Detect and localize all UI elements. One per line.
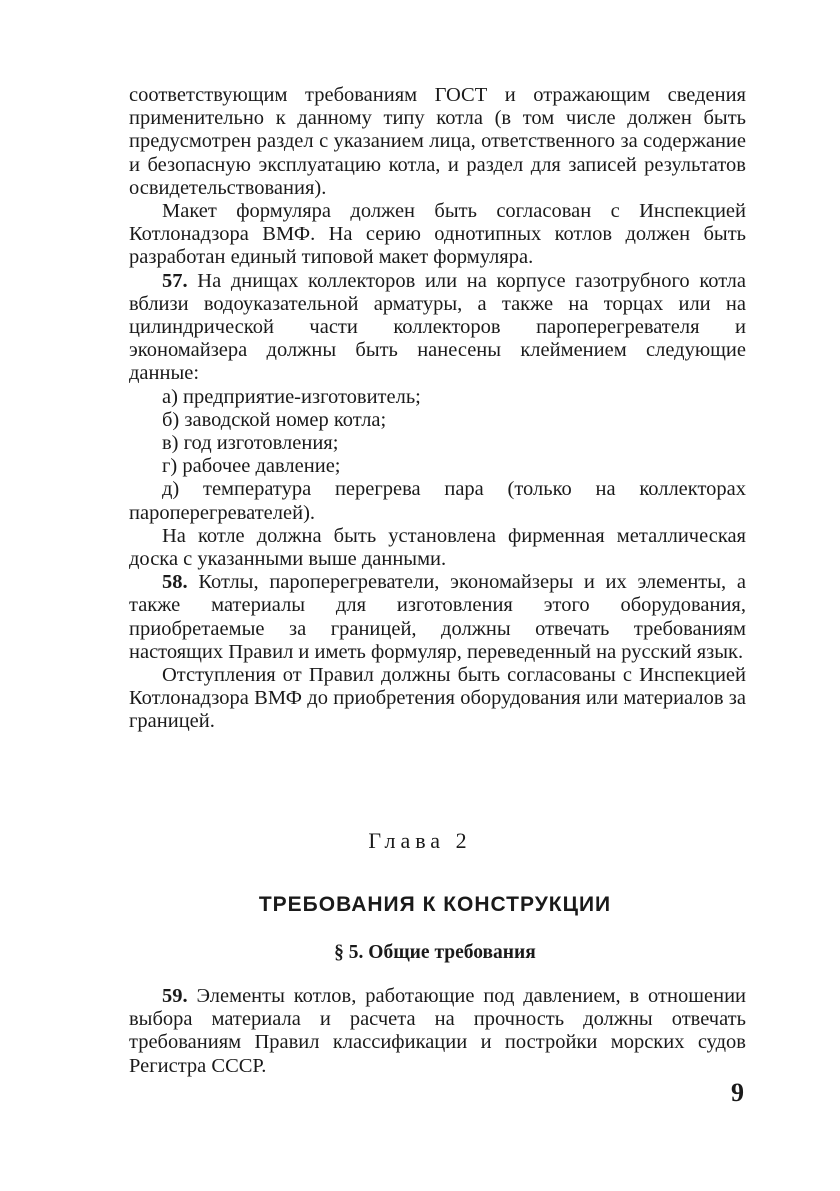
list-item: г) рабочее давление; bbox=[162, 455, 341, 478]
list-item: а) предприятие-изготовитель; bbox=[162, 385, 421, 408]
item-59-text: Элементы котлов, работающие под давлением, в отношении выбора материала и расчета на прочность должны отвечать требованиям Правил классификации и постройки морских судов Регистра СССР. bbox=[129, 985, 747, 1077]
plate-paragraph: На котле должна быть установлена фирменная металлическая доска с указанными выше данными. bbox=[129, 524, 746, 571]
subsection-title: § 5. Общие требования bbox=[334, 942, 536, 963]
item-58-number: 58. bbox=[162, 571, 188, 594]
item-57-text: На днищах коллекторов или на корпусе газотрубного котла вблизи водоуказательной арматуры, а также на торцах или на цилиндрической части коллекторов пароперегревателя и экономайзера должны быть нанесены клеймением следующие данные: bbox=[129, 269, 747, 385]
section-title: ТРЕБОВАНИЯ К КОНСТРУКЦИИ bbox=[258, 893, 612, 916]
list-item: б) заводской номер котла; bbox=[162, 408, 387, 431]
maket-paragraph: Макет формуляра должен быть согласован с Инспекцией Котлонадзора ВМФ. На серию однотипных котлов должен быть разработан единый типовой макет формуляра. bbox=[129, 200, 746, 269]
item-58-paragraph bbox=[129, 571, 746, 664]
upper-text-block bbox=[129, 84, 746, 734]
list-item: в) год изготовления; bbox=[162, 432, 339, 455]
item-57-paragraph bbox=[129, 270, 746, 386]
intro-paragraph: соответствующим требованиям ГОСТ и отражающим сведения применительно к данному типу котла (в том числе должен быть предусмотрен раздел с указанием лица, ответственного за содержание и безопасную эксплуатацию котла, и раздел для записей результатов освидетельствования). bbox=[129, 84, 746, 199]
list-item-last: д) температура перегрева пара (только на коллекторах пароперегревателей). bbox=[129, 478, 746, 524]
lower-text-block bbox=[129, 985, 746, 1078]
item-57-number: 57. bbox=[162, 269, 188, 292]
item-59-number: 59. bbox=[162, 985, 188, 1007]
item-58-text: Котлы, пароперегреватели, экономайзеры и их элементы, а также материалы для изготовления этого оборудования, приобретаемые за границей, должны отвечать требованиям настоящих Правил и иметь формуляр, переведенный на русский язык. bbox=[129, 571, 747, 663]
chapter-label: Глава 2 bbox=[368, 828, 472, 853]
page-number: 9 bbox=[731, 1078, 744, 1107]
item-59-paragraph bbox=[129, 985, 746, 1078]
deviations-paragraph: Отступления от Правил должны быть согласованы с Инспекцией Котлонадзора ВМФ до приобретения оборудования или материалов за границей. bbox=[129, 664, 746, 733]
